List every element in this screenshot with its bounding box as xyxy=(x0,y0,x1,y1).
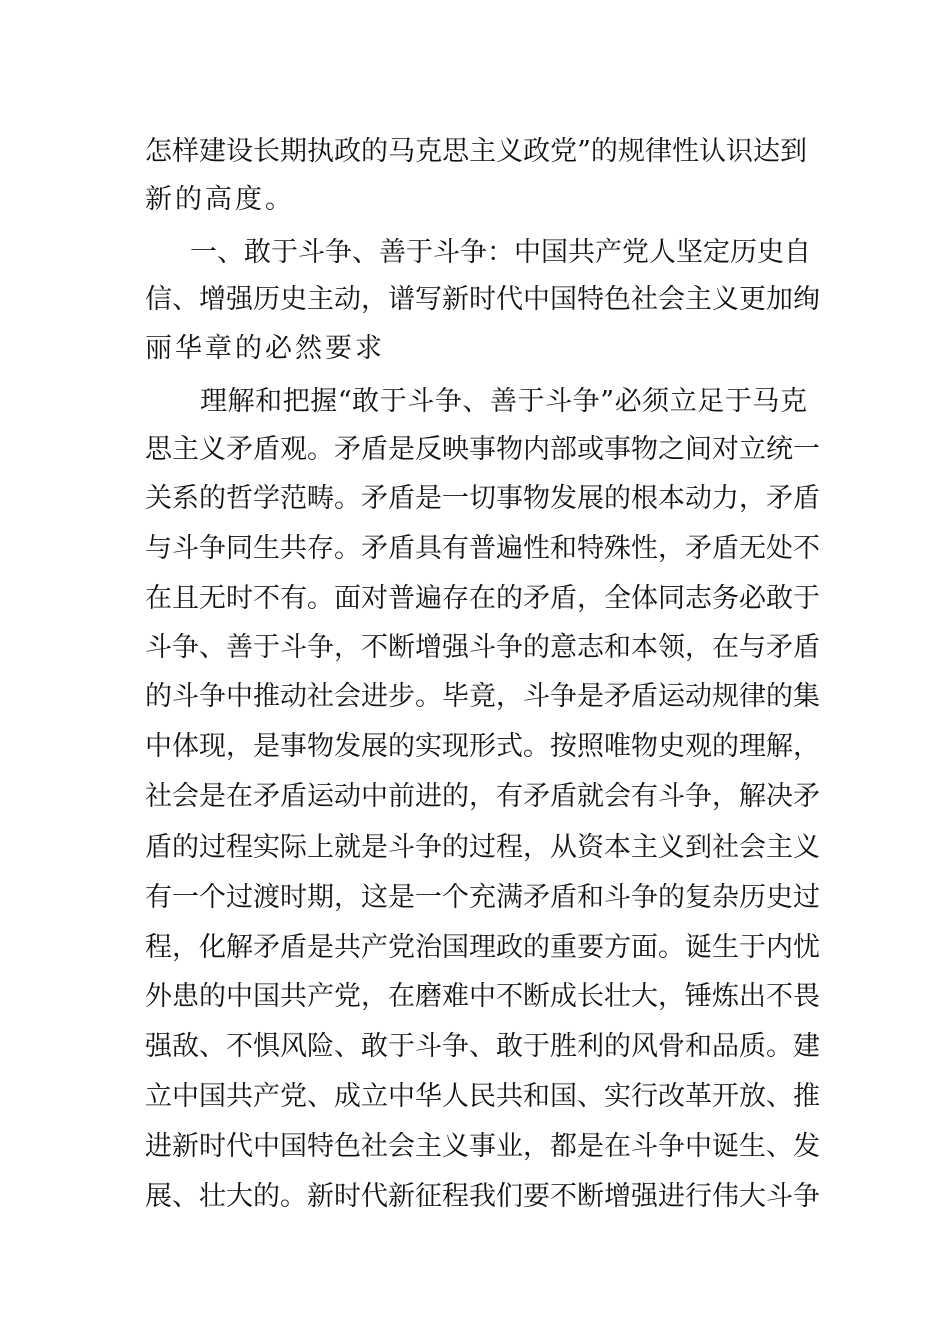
text-line: 外患的中国共产党，在磨难中不断成长壮大，锤炼出不畏 xyxy=(145,981,820,1012)
text-line: 有一个过渡时期，这是一个充满矛盾和斗争的复杂历史过 xyxy=(145,882,820,913)
text-line: 新的高度。 xyxy=(145,184,295,215)
text-line: 社会是在矛盾运动中前进的，有矛盾就会有斗争，解决矛 xyxy=(145,781,820,812)
section-heading: 信、增强历史主动，谱写新时代中国特色社会主义更加绚 xyxy=(145,284,820,315)
text-line: 的斗争中推动社会进步。毕竟，斗争是矛盾运动规律的集 xyxy=(145,681,820,712)
text-line: 进新时代中国特色社会主义事业，都是在斗争中诞生、发 xyxy=(145,1131,820,1162)
text-line: 立中国共产党、成立中华人民共和国、实行改革开放、推 xyxy=(145,1081,820,1112)
text-line: 在且无时不有。面对普遍存在的矛盾，全体同志务必敢于 xyxy=(145,583,820,614)
section-heading: 一、敢于斗争、善于斗争：中国共产党人坚定历史自 xyxy=(190,237,811,268)
text-line: 关系的哲学范畴。矛盾是一切事物发展的根本动力，矛盾 xyxy=(145,483,820,514)
section-heading: 丽华章的必然要求 xyxy=(145,333,385,364)
text-line: 中体现，是事物发展的实现形式。按照唯物史观的理解， xyxy=(145,731,820,762)
text-line: 强敌、不惧风险、敢于斗争、敢于胜利的风骨和品质。建 xyxy=(145,1031,820,1062)
text-line: 怎样建设长期执政的马克思主义政党”的规律性认识达到 xyxy=(145,136,807,167)
text-line: 思主义矛盾观。矛盾是反映事物内部或事物之间对立统一 xyxy=(145,434,820,465)
text-line: 展、壮大的。新时代新征程我们要不断增强进行伟大斗争 xyxy=(145,1181,820,1212)
text-line: 与斗争同生共存。矛盾具有普遍性和特殊性，矛盾无处不 xyxy=(145,533,820,564)
text-line: 斗争、善于斗争，不断增强斗争的意志和本领，在与矛盾 xyxy=(145,632,820,663)
text-line: 程，化解矛盾是共产党治国理政的重要方面。诞生于内忧 xyxy=(145,932,820,963)
text-line: 盾的过程实际上就是斗争的过程，从资本主义到社会主义 xyxy=(145,832,820,863)
text-line: 理解和把握“敢于斗争、善于斗争”必须立足于马克 xyxy=(200,386,807,417)
